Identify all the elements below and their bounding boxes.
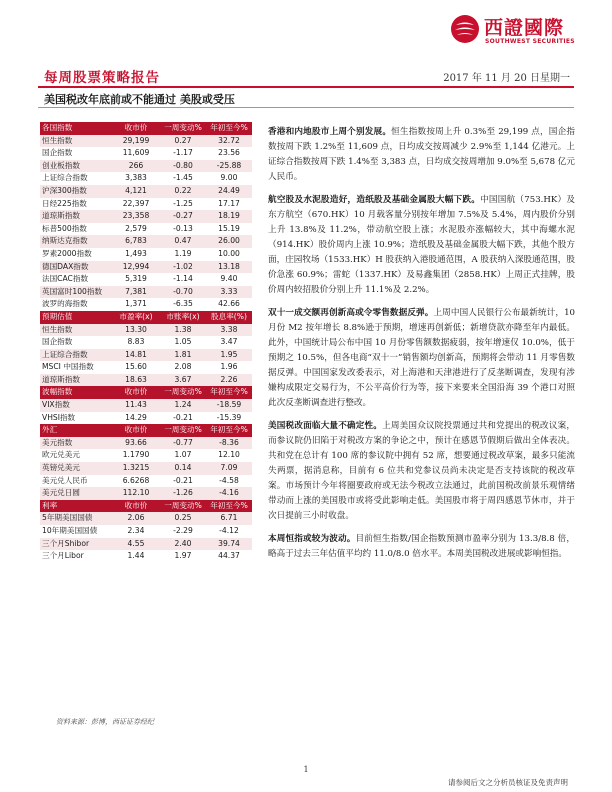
value-cell: 42.66 — [218, 299, 240, 309]
row-label-cell: 纳斯达克指数 — [40, 235, 112, 248]
value-cell: -25.88 — [206, 160, 252, 173]
value-cell: 6.6268 — [122, 475, 150, 485]
column-header-cell: 市盈率(x) — [112, 311, 160, 324]
column-header-cell: 股息率(%) — [206, 311, 252, 324]
value-cell: 1,493 — [125, 248, 147, 258]
value-cell: 9.00 — [220, 173, 238, 183]
value-cell: -4.58 — [219, 475, 239, 485]
row-label-cell: MSCI 中国指数 — [42, 362, 94, 372]
table-row — [40, 449, 252, 462]
value-cell: 8.83 — [127, 337, 145, 347]
value-cell: 4.55 — [112, 538, 160, 551]
table-row — [40, 160, 252, 173]
value-cell: -0.21 — [173, 475, 193, 485]
value-cell: -0.77 — [160, 437, 206, 450]
table-row — [40, 172, 252, 185]
value-cell: 2,579 — [125, 223, 147, 233]
value-cell: 22,397 — [122, 198, 150, 208]
value-cell: -0.13 — [173, 223, 193, 233]
table-row — [40, 147, 252, 160]
table-row — [40, 437, 252, 450]
value-cell: 18.63 — [112, 374, 160, 387]
value-cell: -1.25 — [173, 198, 193, 208]
row-label-cell: 日经225指数 — [42, 198, 87, 208]
value-cell: -6.35 — [173, 299, 193, 309]
commentary-paragraph — [268, 532, 575, 562]
value-cell: 2.40 — [160, 538, 206, 551]
table-row — [40, 135, 252, 148]
row-label-cell: 标普500指数 — [42, 223, 87, 233]
value-cell: 32.72 — [206, 135, 252, 148]
value-cell: 12.10 — [218, 450, 240, 460]
report-date: 2017 年 11 月 20 日星期一 — [443, 73, 570, 84]
table-section-header — [40, 311, 252, 324]
table-row — [40, 412, 252, 425]
table-row — [40, 235, 252, 248]
value-cell: -1.17 — [173, 148, 193, 158]
column-header-cell: 一周变动% — [160, 500, 206, 513]
subtitle-divider — [38, 107, 574, 108]
column-header-cell: 收市价 — [112, 122, 160, 135]
table-row — [40, 223, 252, 236]
value-cell: 14.29 — [125, 412, 147, 422]
row-label-cell: 法国CAC指数 — [42, 274, 89, 284]
value-cell: 1.05 — [174, 337, 192, 347]
value-cell: 2.06 — [112, 512, 160, 525]
value-cell: -15.39 — [216, 412, 242, 422]
commentary-column — [268, 125, 575, 570]
paragraph-text: 恒生指数按周上升 0.3%至 29,199 点，国企指数按周下跌 1.2%至 11,609 点，日均成交按周减少 2.9%至 1,144 亿港元。上证综合指数按周下跌 1.4%至 3,383 点，日均成交按周增加 9.0%至 5,678 亿元人民币。 — [268, 127, 575, 182]
table-row — [40, 185, 252, 198]
column-header-cell: 年初至今% — [206, 122, 252, 135]
table-row — [40, 462, 252, 475]
column-header-cell: 收市价 — [112, 500, 160, 513]
section-title-cell: 外汇 — [40, 424, 112, 437]
value-cell: 6.71 — [206, 512, 252, 525]
table-section-header — [40, 386, 252, 399]
row-label-cell: 德国DAX指数 — [40, 261, 112, 274]
value-cell: 17.17 — [218, 198, 240, 208]
row-label-cell: 英镑兑美元 — [40, 462, 112, 475]
value-cell: 12,994 — [112, 261, 160, 274]
value-cell: 93.66 — [112, 437, 160, 450]
paragraph-lead: 美国税改面临大量不确定性。 — [268, 421, 383, 431]
value-cell: 14.81 — [112, 349, 160, 362]
value-cell: 18.19 — [206, 210, 252, 223]
row-label-cell: 罗素2000指数 — [42, 248, 92, 258]
row-label-cell: 国企指数 — [42, 148, 73, 158]
logo-emblem-icon — [450, 14, 480, 44]
value-cell: 2.08 — [174, 362, 192, 372]
table-row — [40, 248, 252, 261]
row-label-cell: 英国富时100指数 — [40, 286, 112, 299]
column-header-cell: 一周变动% — [160, 122, 206, 135]
value-cell: 6,783 — [112, 235, 160, 248]
paragraph-text: 目前恒生指数/国企指数预测市盈率分别为 13.3/8.8 倍，略高于过去三年估值平均约 11.0/8.0 倍水平。本周美国税改进展或影响恒指。 — [268, 534, 575, 559]
page-number: 1 — [303, 765, 309, 774]
row-label-cell: 5年期美国国债 — [40, 512, 112, 525]
row-label-cell: 美元指数 — [40, 437, 112, 450]
value-cell: -1.14 — [173, 274, 193, 284]
table-row — [40, 475, 252, 488]
row-label-cell: 欧元兑美元 — [42, 450, 80, 460]
value-cell: 15.19 — [218, 223, 240, 233]
table-row — [40, 349, 252, 362]
paragraph-text: 中国国航（753.HK）及东方航空（670.HK）10 月载客量分别按年增加 7.5%及 5.4%，周内股价分别上升 13.8%及 11.2%，带动航空股上涨；水泥股亦涨幅较大，其中海螺水泥（914.HK）股价周内上涨 10.9%；造纸股及基础金属股大幅下跌，其他个股方面，庄园牧场（1533.HK）H 股获纳入港股通范围，A 股获纳入深股通范围，股价急涨 60.9%；雷蛇（1337.HK）及易鑫集团（2858.HK）上周正式挂牌，股价周内较招股价分别上升 11.1%及 2.2%。 — [268, 195, 575, 295]
table-row — [40, 399, 252, 412]
value-cell: 10.00 — [218, 248, 240, 258]
row-label-cell: 三个月Libor — [42, 551, 84, 561]
commentary-paragraph — [268, 193, 575, 298]
row-label-cell: 三个月Shibor — [40, 538, 112, 551]
commentary-paragraph — [268, 125, 575, 185]
value-cell: 1.44 — [127, 551, 145, 561]
value-cell: 3.33 — [206, 286, 252, 299]
brand-logo — [450, 12, 590, 52]
value-cell: -0.70 — [160, 286, 206, 299]
paragraph-text: 上周美国众议院投票通过共和党提出的税改议案，而参议院仍旧陷于对税改方案的争论之中，预计在感恩节假期后做出全体表决。共和党在总计有 100 席的参议院中拥有 52 席，想要通过税改草案，最多只能流失两票，据消息称，目前有 6 位共和党参议员尚未决定是否支持该院的税改草案。市场预计今年将圈要政府或无法今税改立法通过，此前国税改前景乐观情绪带动而上涨的美国股市或将受此影响走低。美国股市将于周四感恩节休市，并于次日提前三小时收盘。 — [268, 421, 575, 521]
value-cell: 26.00 — [206, 235, 252, 248]
value-cell: 4,121 — [112, 185, 160, 198]
table-row — [40, 198, 252, 211]
row-label-cell: 道琼斯指数 — [40, 374, 112, 387]
brand-name-cn: 西證國際 — [484, 17, 565, 39]
table-row — [40, 336, 252, 349]
value-cell: 0.47 — [160, 235, 206, 248]
brand-name-en: SOUTHWEST SECURITIES — [485, 38, 575, 45]
market-data-table-container — [40, 122, 252, 563]
table-row — [40, 487, 252, 500]
column-header-cell: 市账率(x) — [160, 311, 206, 324]
report-subtitle: 美国税改年底前或不能通过 美股或受压 — [44, 93, 235, 106]
value-cell: -1.26 — [160, 487, 206, 500]
value-cell: 1.96 — [220, 362, 238, 372]
table-row — [40, 273, 252, 286]
table-section-header — [40, 500, 252, 513]
table-row — [40, 298, 252, 311]
value-cell: -1.45 — [173, 173, 193, 183]
table-row — [40, 525, 252, 538]
value-cell: -0.80 — [160, 160, 206, 173]
commentary-paragraph — [268, 306, 575, 411]
value-cell: -18.59 — [206, 399, 252, 412]
value-cell: -4.16 — [206, 487, 252, 500]
table-row — [40, 550, 252, 563]
value-cell: 23,358 — [112, 210, 160, 223]
column-header-cell: 收市价 — [112, 424, 160, 437]
value-cell: 0.25 — [160, 512, 206, 525]
value-cell: 1.3215 — [112, 462, 160, 475]
value-cell: 1.1790 — [122, 450, 150, 460]
value-cell: 1.38 — [160, 324, 206, 337]
value-cell: 1,371 — [125, 299, 147, 309]
table-row — [40, 361, 252, 374]
value-cell: 2.26 — [206, 374, 252, 387]
section-title-cell: 预期估值 — [40, 311, 112, 324]
row-label-cell: 上证综合指数 — [42, 173, 88, 183]
value-cell: 7,381 — [112, 286, 160, 299]
paragraph-text: 上周中国人民银行公布最新统计，10 月份 M2 按年增长 8.8%逊于预期，增速再创新低；新增贷款亦降至年内最低。此外，中国统计局公布中国 10 月份零售额数据疲弱，按年增速仅 10.0%，低于预期之 10.5%，但各电商“双十一”销售额均创新高，预期将会带动 11 月零售数据反弹。中国国家发改委表示，对上海港和天津港进行了反垄断调查，发现有涉嫌构成限定交易行为，不公平高价行为等，接下来要来全国沿海 39 个港口对照此次反垄断调查进行整改。 — [268, 308, 575, 408]
value-cell: 0.14 — [160, 462, 206, 475]
value-cell: 1.24 — [160, 399, 206, 412]
value-cell: -2.29 — [173, 526, 193, 535]
section-title-cell: 波幅指数 — [40, 386, 112, 399]
value-cell: 3,383 — [125, 173, 147, 183]
value-cell: 2.34 — [127, 526, 145, 535]
commentary-paragraph — [268, 419, 575, 524]
column-header-cell: 年初至今% — [206, 500, 252, 513]
value-cell: 15.60 — [125, 362, 147, 372]
row-label-cell: 上证综合指数 — [40, 349, 112, 362]
paragraph-lead: 双十一成交额再创新高或令零售数据反弹。 — [268, 308, 434, 318]
value-cell: -8.36 — [206, 437, 252, 450]
value-cell: 39.74 — [206, 538, 252, 551]
value-cell: 0.27 — [160, 135, 206, 148]
value-cell: -4.12 — [219, 526, 239, 535]
value-cell: 0.22 — [160, 185, 206, 198]
value-cell: 9.40 — [220, 274, 238, 284]
market-data-table — [40, 122, 252, 563]
disclaimer-link[interactable]: 请参阅后文之分析员核证及免责声明 — [448, 778, 568, 787]
value-cell: 13.18 — [206, 261, 252, 274]
column-header-cell: 年初至今% — [206, 424, 252, 437]
table-row — [40, 286, 252, 299]
value-cell: -0.21 — [173, 412, 193, 422]
table-row — [40, 324, 252, 337]
table-row — [40, 261, 252, 274]
table-row — [40, 210, 252, 223]
value-cell: 3.47 — [220, 337, 238, 347]
section-title-cell: 利率 — [40, 500, 112, 513]
table-row — [40, 512, 252, 525]
column-header-cell: 一周变动% — [160, 424, 206, 437]
row-label-cell: VHSI指数 — [42, 412, 76, 422]
column-header-cell: 一周变动% — [160, 386, 206, 399]
header-divider — [38, 86, 574, 88]
row-label-cell: 10年期美国国债 — [42, 526, 98, 535]
value-cell: 1.19 — [174, 248, 192, 258]
column-header-cell: 收市价 — [112, 386, 160, 399]
row-label-cell: 沪深300指数 — [40, 185, 112, 198]
paragraph-lead: 本周恒指或较为波动。 — [268, 534, 356, 544]
row-label-cell: 恒生指数 — [40, 135, 112, 148]
row-label-cell: 国企指数 — [42, 337, 73, 347]
value-cell: 1.97 — [174, 551, 192, 561]
value-cell: 7.09 — [206, 462, 252, 475]
paragraph-lead: 航空股及水泥股造好，造纸股及基础金属股大幅下跌。 — [268, 195, 481, 205]
row-label-cell: 波罗的海指数 — [42, 299, 88, 309]
row-label-cell: 美元兑日圆 — [40, 487, 112, 500]
row-label-cell: 美元兑人民币 — [42, 475, 88, 485]
value-cell: 13.30 — [112, 324, 160, 337]
table-row — [40, 374, 252, 387]
value-cell: 11,609 — [122, 148, 150, 158]
value-cell: 23.56 — [218, 148, 240, 158]
value-cell: 1.81 — [160, 349, 206, 362]
value-cell: 3.38 — [206, 324, 252, 337]
table-section-header — [40, 122, 252, 135]
value-cell: 112.10 — [112, 487, 160, 500]
column-header-cell: 年初至今% — [206, 386, 252, 399]
value-cell: 1.95 — [206, 349, 252, 362]
report-title: 每周股票策略报告 — [44, 70, 160, 86]
value-cell: 11.43 — [112, 399, 160, 412]
row-label-cell: 恒生指数 — [40, 324, 112, 337]
value-cell: -1.02 — [160, 261, 206, 274]
row-label-cell: 创业板指数 — [40, 160, 112, 173]
value-cell: 1.07 — [174, 450, 192, 460]
value-cell: -0.27 — [160, 210, 206, 223]
value-cell: 29,199 — [112, 135, 160, 148]
value-cell: 266 — [112, 160, 160, 173]
table-source-note: 资料来源：彭博，西证证券经纪 — [56, 718, 154, 726]
paragraph-lead: 香港和内地股市上周个别发展。 — [268, 127, 392, 137]
row-label-cell: VIX指数 — [40, 399, 112, 412]
value-cell: 3.67 — [160, 374, 206, 387]
section-title-cell: 各国指数 — [40, 122, 112, 135]
row-label-cell: 道琼斯指数 — [40, 210, 112, 223]
table-row — [40, 538, 252, 551]
value-cell: 24.49 — [206, 185, 252, 198]
value-cell: 44.37 — [218, 551, 240, 561]
value-cell: 5,319 — [125, 274, 147, 284]
table-section-header — [40, 424, 252, 437]
